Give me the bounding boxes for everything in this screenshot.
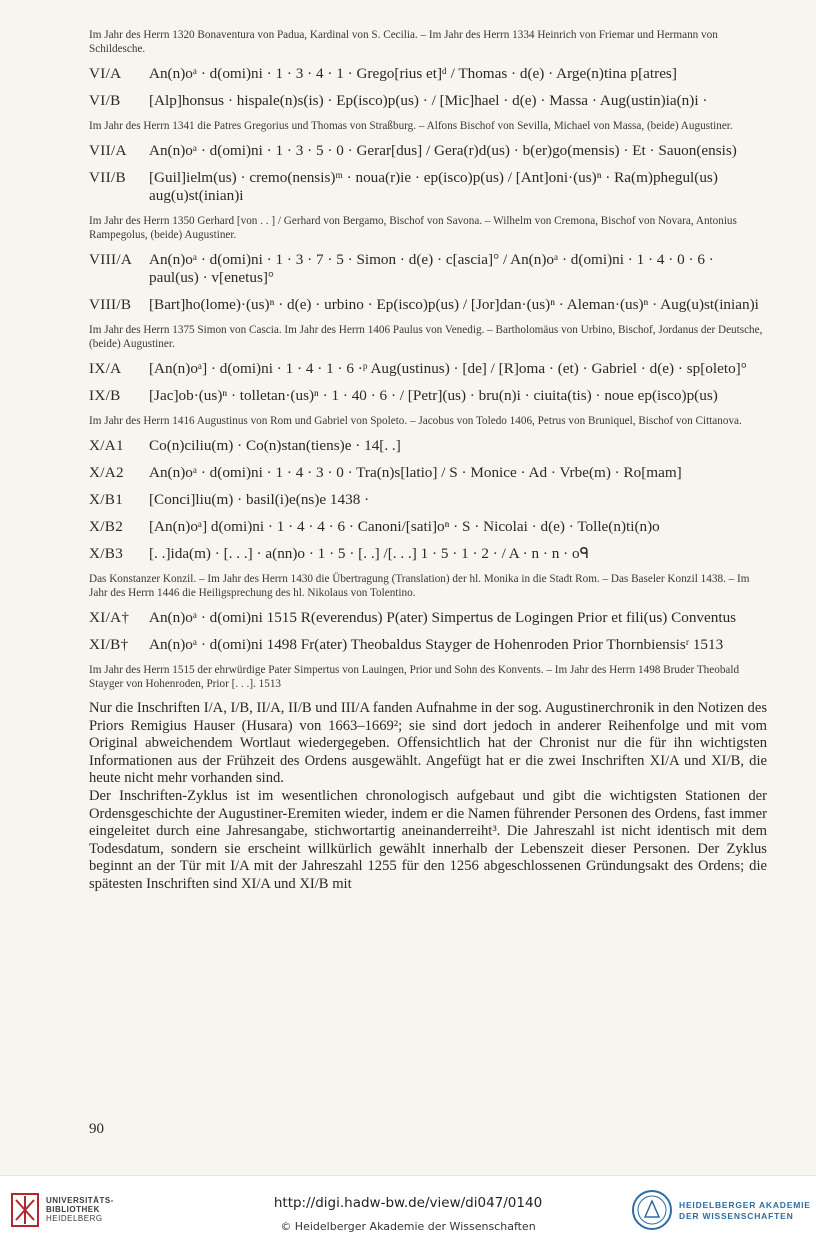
inscription-text: An(n)oᵃ · d(omi)ni · 1 · 3 · 4 · 1 · Grego[rius et]ᵈ / Thomas · d(e) · Arge(n)tina p[atres] bbox=[149, 65, 677, 82]
inscription-text: An(n)oᵃ · d(omi)ni 1498 Fr(ater) Theobaldus Stayger de Hohenroden Prior Thornbiensisʳ 1513 bbox=[149, 636, 724, 653]
inscription-row bbox=[89, 464, 767, 482]
inscription-text: [Jac]ob·(us)ⁿ · tolletan·(us)ⁿ · 1 · 40 · 6 · / [Petr](us) · bru(n)i · ciuita(tis) · noue ep(isco)p(us) bbox=[149, 387, 718, 404]
inscription-text: [Guil]ielm(us) · cremo(nensis)ᵐ · noua(r)ie · ep(isco)p(us) / [Ant]oni·(us)ⁿ · Ra(m)phegul(us) aug(u)st(inian)i bbox=[149, 169, 718, 204]
inscription-id: X/B3 bbox=[89, 545, 124, 562]
inscription-id: X/A2 bbox=[89, 464, 124, 481]
inscription-text: [An(n)oᵃ] d(omi)ni · 1 · 4 · 4 · 6 · Canoni/[sati]oⁿ · S · Nicolai · d(e) · Tolle(n)ti(n)o bbox=[149, 518, 660, 535]
inscription-id: VI/B bbox=[89, 92, 121, 109]
library-name: UNIVERSITÄTS- BIBLIOTHEK HEIDELBERG bbox=[46, 1196, 114, 1223]
inscription-text: An(n)oᵃ · d(omi)ni · 1 · 3 · 5 · 0 · Gerar[dus] / Gera(r)d(us) · b(er)go(mensis) · Et · Sauon(ensis) bbox=[149, 142, 737, 159]
page-url-link[interactable]: http://digi.hadw-bw.de/view/di047/0140 bbox=[273, 1195, 543, 1211]
inscription-id: VI/A bbox=[89, 65, 122, 82]
inscription-id: VII/A bbox=[89, 142, 127, 159]
inscription-id: XI/A† bbox=[89, 609, 130, 626]
translation-note: Im Jahr des Herrn 1341 die Patres Gregorius und Thomas von Straßburg. – Alfons Bischof von Sevilla, Michael von Massa, (beide) Augustiner. bbox=[89, 120, 733, 132]
translation-note: Im Jahr des Herrn 1320 Bonaventura von Padua, Kardinal von S. Cecilia. – Im Jahr des Herrn 1334 Heinrich von Friemar und Hermann von Schildesche. bbox=[89, 29, 718, 55]
inscription-text: [Bart]ho(lome)·(us)ⁿ · d(e) · urbino · Ep(isco)p(us) / [Jor]dan·(us)ⁿ · Aleman·(us)ⁿ · Aug(u)st(inian)i bbox=[149, 296, 759, 313]
inscription-id: X/A1 bbox=[89, 437, 124, 454]
academy-name: HEIDELBERGER AKADEMIE DER WISSENSCHAFTEN bbox=[679, 1200, 811, 1221]
inscription-row bbox=[89, 491, 767, 509]
inscription-id: VIII/B bbox=[89, 296, 132, 313]
inscription-id: VII/B bbox=[89, 169, 126, 186]
inscription-text: Co(n)ciliu(m) · Co(n)stan(tiens)e · 14[. .] bbox=[149, 437, 401, 454]
inscription-row bbox=[89, 609, 767, 627]
page-number: 90 bbox=[89, 1121, 104, 1137]
translation-note: Im Jahr des Herrn 1350 Gerhard [von . . ] / Gerhard von Bergamo, Bischof von Savona. – Wilhelm von Cremona, Bischof von Novara, Antonius Rampegolus, (beide) Augustiner. bbox=[89, 215, 737, 241]
inscription-row bbox=[89, 92, 767, 110]
inscription-text: An(n)oᵃ · d(omi)ni · 1 · 3 · 7 · 5 · Simon · d(e) · c[ascia]° / An(n)oᵃ · d(omi)ni · 1 · 4 · 0 · 6 · paul(us) · v[enetus]° bbox=[149, 251, 714, 286]
inscription-text: [Alp]honsus · hispale(n)s(is) · Ep(isco)p(us) · / [Mic]hael · d(e) · Massa · Aug(ustin)ia(n)i · bbox=[149, 92, 708, 109]
inscription-row bbox=[89, 545, 767, 563]
inscription-id: X/B1 bbox=[89, 491, 124, 508]
inscription-row bbox=[89, 518, 767, 536]
inscription-row bbox=[89, 142, 767, 160]
translation-note: Im Jahr des Herrn 1515 der ehrwürdige Pater Simpertus von Lauingen, Prior und Sohn des Konvents. – Im Jahr des Herrn 1498 Bruder Theobald Stayger von Hohenroden, Prior [. . .]. 1513 bbox=[89, 664, 740, 690]
inscription-id: IX/B bbox=[89, 387, 121, 404]
inscription-text: An(n)oᵃ · d(omi)ni · 1 · 4 · 3 · 0 · Tra(n)s[latio] / S · Monice · Ad · Vrbe(m) · Ro[mam] bbox=[149, 464, 682, 481]
footer-bar bbox=[0, 1175, 816, 1241]
inscription-row bbox=[89, 387, 767, 405]
translation-note: Das Konstanzer Konzil. – Im Jahr des Herrn 1430 die Übertragung (Translation) der hl. Monika in die Stadt Rom. – Das Baseler Konzil 1438. – Im Jahr des Herrn 1446 die Heiligsprechung des hl. Nikolaus von Tolentino. bbox=[89, 573, 750, 599]
inscription-row bbox=[89, 636, 767, 654]
academy-seal-icon bbox=[631, 1189, 673, 1231]
body-paragraph: Der Inschriften-Zyklus ist im wesentlichen chronologisch aufgebaut und gibt die wichtigsten Stationen der Ordensgeschichte der Augustiner-Eremiten wieder, indem er die Namen führender Personen des Ordens, fast immer eingeleitet durch eine Jahresangabe, stichwortartig aneinanderreiht³. Die Jahreszahl ist nicht identisch mit dem Todesdatum, sondern sie erscheint willkürlich gewählt innerhalb der Lebenszeit dieser Personen. Der Zyklus beginnt an der Tür mit I/A mit der Jahreszahl 1255 für den 1256 abgeschlossenen Gründungsakt des Ordens; die spätesten Inschriften sind XI/A und XI/B mit bbox=[89, 787, 767, 892]
inscription-text: [Conci]liu(m) · basil(i)e(ns)e 1438 · bbox=[149, 491, 370, 508]
inscription-row bbox=[89, 296, 767, 314]
inscription-id: XI/B† bbox=[89, 636, 129, 653]
inscription-row bbox=[89, 437, 767, 455]
inscription-row bbox=[89, 65, 767, 83]
body-paragraph: Nur die Inschriften I/A, I/B, II/A, II/B und III/A fanden Aufnahme in der sog. Augustinerchronik in den Notizen des Priors Remigius Hauser (Husara) von 1663–1669²; sie sind dort jedoch in anderer Reihenfolge und mit vom Original abweichendem Wortlaut wiedergegeben. Offensichtlich hat der Chronist nur die für ihn wichtigsten Informationen aus der Frühzeit des Ordens ausgewählt. Angefügt hat er die zwei Inschriften XI/A und XI/B, die heute nicht mehr vorhanden sind. bbox=[89, 700, 767, 787]
translation-note: Im Jahr des Herrn 1375 Simon von Cascia. Im Jahr des Herrn 1406 Paulus von Venedig. – Bartholomäus von Urbino, Bischof, Jordanus der Deutsche, (beide) Augustiner. bbox=[89, 324, 763, 350]
inscription-list bbox=[89, 28, 767, 894]
inscription-row bbox=[89, 169, 767, 205]
inscription-id: IX/A bbox=[89, 360, 122, 377]
copyright-notice: © Heidelberger Akademie der Wissenschaften bbox=[280, 1220, 536, 1233]
inscription-text: An(n)oᵃ · d(omi)ni 1515 R(everendus) P(ater) Simpertus de Logingen Prior et fili(us) Conventus bbox=[149, 609, 737, 626]
translation-note: Im Jahr des Herrn 1416 Augustinus von Rom und Gabriel von Spoleto. – Jacobus von Toledo 1406, Petrus von Bruniquel, Bischof von Cittanova. bbox=[89, 415, 742, 427]
inscription-row bbox=[89, 251, 767, 287]
inscription-text: [An(n)oᵃ] · d(omi)ni · 1 · 4 · 1 · 6 ·ᵖ Aug(ustinus) · [de] / [R]oma · (et) · Gabriel · d(e) · sp[oleto]° bbox=[149, 360, 747, 377]
inscription-text: [. .]ida(m) · [. . .] · a(nn)o · 1 · 5 · [. .] /[. . .] 1 · 5 · 1 · 2 · / A · n · n · oᑫ bbox=[149, 545, 590, 562]
inscription-id: VIII/A bbox=[89, 251, 133, 268]
inscription-row bbox=[89, 360, 767, 378]
inscription-id: X/B2 bbox=[89, 518, 124, 535]
